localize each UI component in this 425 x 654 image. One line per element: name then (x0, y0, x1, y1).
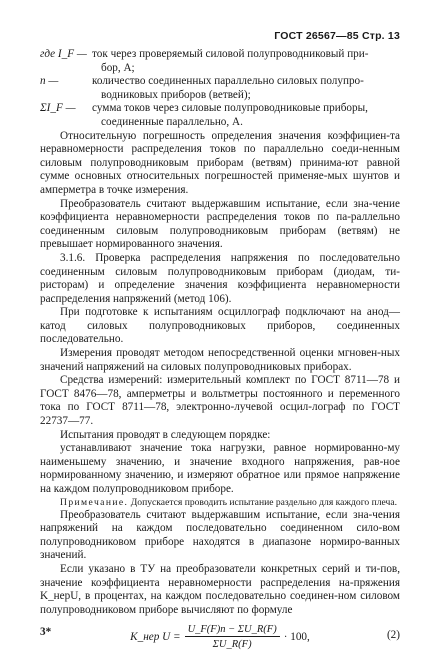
definition-text: количество соединенных параллельно силовых полупро- водниковых приборов (ветвей); (92, 75, 364, 101)
formula-denominator: ΣU_R(F) (212, 639, 252, 651)
definition-row (40, 48, 400, 75)
formula-numerator: U_F(F)n − ΣU_R(F) (185, 623, 280, 638)
paragraph: Преобразователь считают выдержавшим испытание, если зна-чение коэффициента неравномерности распределения токов по па-раллельно соединенным силовым полупроводниковым приборам (ветвям) не превышает нормированного значения. (40, 197, 400, 251)
paragraph: устанавливают значение тока нагрузки, равное нормированно-му наименьшему значению, и значение входного напряжения, рав-ное нормированному значению, и измеряют обратное или прямое напряжение на каждом полупроводниковом приборе. (40, 442, 400, 495)
formula-fraction (185, 623, 280, 652)
formula-tail: · 100, (283, 630, 310, 643)
formula (40, 623, 400, 651)
note-label: Примечание. (60, 496, 129, 508)
note (40, 497, 400, 509)
paragraph: Измерения проводят методом непосредственной оценки мгновен-ных значений напряжений на силовых полупроводниковых приборах. (40, 347, 400, 373)
paragraph: Относительную погрешность определения значения коэффициен-та неравномерности распределения токов по параллельно соеди-ненным силовым полупроводниковым приборам (ветвям) принима-ют равной сумме основных относительных погрешностей применяе-мых шунтов и амперметра в точке измерения. (40, 129, 400, 196)
page-header: ГОСТ 26567—85 Стр. 13 (274, 30, 400, 42)
paragraph: Преобразователь считают выдержавшим испытание, если зна-чения напряжений на каждом последовательно соединенном сило-вом полупроводниковом приборе находятся в диапазоне нормиро-ванных значений. (40, 508, 400, 562)
definition-text: ток через проверяемый силовой полупроводниковый при- бор, А; (92, 48, 369, 74)
definition-text: сумма токов через силовые полупроводниковые приборы, соединенные параллельно, А. (92, 102, 368, 128)
definition-symbol: ΣI_F — (40, 102, 76, 115)
formula-lhs: K_нер U = (130, 630, 181, 643)
definition-symbol: где I_F — (40, 48, 87, 60)
definition-row (40, 102, 400, 129)
definition-row (40, 75, 400, 102)
equation-number: (2) (386, 629, 400, 642)
section-heading-paragraph: 3.1.6. Проверка распределения напряжения по последовательно соединенным силовым полупроводниковым приборам (диодам, ти-ристорам) и определение значения коэффициента неравномерности распределения напряжений (метод 106). (40, 251, 400, 305)
page-body (40, 30, 400, 651)
note-text: Допускается проводить испытание раздельно для каждого плеча. (130, 496, 398, 508)
paragraph: Средства измерений: измерительный комплект по ГОСТ 8711—78 и ГОСТ 8476—78, амперметры и вольтметры постоянного и переменного тока по ГОСТ 8711—78, электронно-лучевой осцил-лограф по ГОСТ 22737—77. (40, 374, 400, 428)
paragraph: Испытания проводят в следующем порядке: (60, 428, 271, 441)
definition-symbol: n — (40, 75, 59, 88)
page-footer-mark: 3* (40, 626, 52, 638)
paragraph: При подготовке к испытаниям осциллограф подключают на анод—катод силовых полупроводниковых приборов, соединенных последовательно. (40, 306, 400, 346)
paragraph: Если указано в ТУ на преобразователи конкретных серий и ти-пов, значение коэффициента неравномерности распределения на-пряжения K_нерU, в процентах, на каждом последовательно соединен-ном силовом полупроводниковом приборе вычисляют по формуле (40, 562, 400, 616)
symbol-definitions (40, 48, 400, 130)
